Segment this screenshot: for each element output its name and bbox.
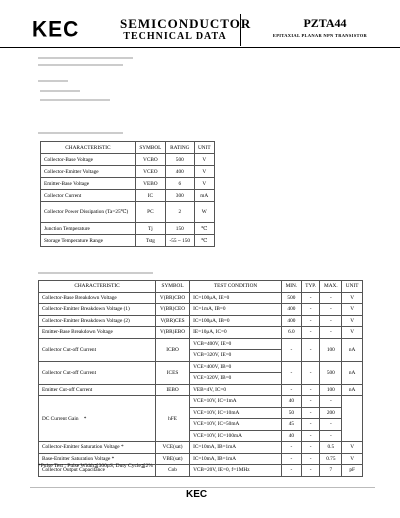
cell: V(BR)EBO (156, 327, 190, 339)
cell: IC=100μA, IB=0 (190, 315, 282, 327)
table-row (39, 327, 363, 339)
col-test-condition: TEST CONDITION (190, 281, 282, 293)
cell: - (301, 304, 320, 316)
cell: 7 (320, 465, 342, 477)
cell: VCE=400V, IB=0 (190, 361, 282, 373)
cell: Collector-Emitter Voltage (41, 166, 136, 178)
cell: Collector Cut-off Current (39, 361, 156, 384)
cell: V (342, 453, 363, 465)
cell: - (282, 453, 302, 465)
col-max: MAX. (320, 281, 342, 293)
cell (342, 396, 363, 442)
table-row (39, 338, 363, 350)
cell: Collector Cut-off Current (39, 338, 156, 361)
cell: - (301, 442, 320, 454)
cell: 400 (165, 166, 194, 178)
cell: 45 (282, 419, 302, 431)
table-row (41, 235, 215, 247)
cell: V (194, 166, 214, 178)
cell: 0.5 (320, 442, 342, 454)
faint-text-line (38, 80, 68, 82)
cell: - (320, 304, 342, 316)
cell: Collector Output Capacitance (39, 465, 156, 477)
cell: ℃ (194, 235, 214, 247)
cell: - (320, 327, 342, 339)
table-row (39, 292, 363, 304)
footer-logo: KEC (186, 489, 208, 500)
cell: Emitter Cut-off Current (39, 384, 156, 396)
cell: IEBO (156, 384, 190, 396)
hfe-label: DC Current Gain (42, 415, 79, 422)
table-row (39, 396, 363, 408)
cell: - (301, 430, 320, 442)
cell: - (301, 407, 320, 419)
cell: V (342, 292, 363, 304)
cell: Emitter-Base Breakdown Voltage (39, 327, 156, 339)
header-title-semiconductor: SEMICONDUCTOR (120, 16, 252, 31)
col-unit: UNIT (194, 142, 214, 154)
cell: IE=10μA, IC=0 (190, 327, 282, 339)
table-row (39, 384, 363, 396)
cell: VCE=10V, IC=1mA (190, 396, 282, 408)
cell: 100 (320, 338, 342, 361)
cell: Tstg (135, 235, 165, 247)
table-row (41, 178, 215, 190)
cell: V (342, 304, 363, 316)
cell: - (282, 338, 302, 361)
cell: - (301, 465, 320, 477)
cell: 400 (282, 315, 302, 327)
cell: Tj (135, 223, 165, 235)
cell: Collector Power Dissipation (Ta=25℃) (41, 202, 136, 223)
table-row (39, 315, 363, 327)
cell: 150 (165, 223, 194, 235)
cell: 500 (282, 292, 302, 304)
cell: V(BR)CES (156, 315, 190, 327)
cell: - (320, 396, 342, 408)
cell: - (282, 465, 302, 477)
faint-text-line (38, 132, 123, 134)
cell: - (301, 453, 320, 465)
cell: VBE(sat) (156, 453, 190, 465)
cell: nA (342, 384, 363, 396)
electrical-characteristics-table (38, 280, 363, 477)
header-rule (0, 47, 400, 48)
cell: 6 (165, 178, 194, 190)
footer-rule (30, 487, 375, 488)
cell: IC=10mA, IB=1mA (190, 442, 282, 454)
cell: VCB=400V, IE=0 (190, 338, 282, 350)
cell: V (342, 327, 363, 339)
cell: 6.0 (282, 327, 302, 339)
cell: 40 (282, 396, 302, 408)
col-typ: TYP. (301, 281, 320, 293)
cell: 50 (282, 407, 302, 419)
header-title-technical-data: TECHNICAL DATA (123, 31, 227, 42)
table-row (39, 361, 363, 373)
cell: VCB=20V, IE=0, f=1MHz (190, 465, 282, 477)
cell: V (342, 315, 363, 327)
cell: Junction Temperature (41, 223, 136, 235)
cell: nA (342, 361, 363, 384)
company-logo: KEC (32, 17, 80, 42)
cell: VCE=10V, IC=50mA (190, 419, 282, 431)
table-row (41, 154, 215, 166)
cell: - (320, 419, 342, 431)
table-row (41, 166, 215, 178)
cell: ICBO (156, 338, 190, 361)
cell: Collector-Emitter Saturation Voltage * (39, 442, 156, 454)
cell: VCE=320V, IB=0 (190, 373, 282, 385)
cell: V (194, 178, 214, 190)
col-characteristic: CHARACTERISTIC (41, 142, 136, 154)
table-row (39, 442, 363, 454)
part-subtitle: EPITAXIAL PLANAR NPN TRANSISTOR (272, 33, 368, 38)
cell: 200 (320, 407, 342, 419)
cell: nA (342, 338, 363, 361)
cell: Base-Emitter Saturation Voltage * (39, 453, 156, 465)
header-divider (240, 14, 241, 46)
col-unit: UNIT (342, 281, 363, 293)
cell: IC=10mA, IB=1mA (190, 453, 282, 465)
col-rating: RATING (165, 142, 194, 154)
cell: - (301, 338, 320, 361)
cell: -55 ~ 150 (165, 235, 194, 247)
cell: 500 (320, 361, 342, 384)
cell: - (320, 430, 342, 442)
cell: 40 (282, 430, 302, 442)
cell: VEB=4V, IC=0 (190, 384, 282, 396)
table-row (41, 202, 215, 223)
cell: V (194, 154, 214, 166)
cell: 400 (282, 304, 302, 316)
cell: PC (135, 202, 165, 223)
cell: V (342, 442, 363, 454)
col-characteristic: CHARACTERISTIC (39, 281, 156, 293)
cell: 500 (165, 154, 194, 166)
cell: IC=100μA, IE=0 (190, 292, 282, 304)
cell: pF (342, 465, 363, 477)
cell: Collector-Base Voltage (41, 154, 136, 166)
cell: ℃ (194, 223, 214, 235)
cell: Collector-Emitter Breakdown Voltage (2) (39, 315, 156, 327)
faint-text-line (40, 90, 80, 92)
max-ratings-table (40, 141, 215, 247)
col-min: MIN. (282, 281, 302, 293)
cell: - (301, 315, 320, 327)
pulse-test-star: * (83, 415, 87, 422)
table-header-row (41, 142, 215, 154)
cell: VCE=10V, IC=10mA (190, 407, 282, 419)
cell: - (320, 315, 342, 327)
cell: - (301, 292, 320, 304)
cell: Collector-Base Breakdown Voltage (39, 292, 156, 304)
cell: VCEO (135, 166, 165, 178)
cell: VCB=320V, IE=0 (190, 350, 282, 362)
cell: Collector-Emitter Breakdown Voltage (1) (39, 304, 156, 316)
cell: Storage Temperature Range (41, 235, 136, 247)
table-header-row (39, 281, 363, 293)
cell: - (282, 384, 302, 396)
cell: - (301, 327, 320, 339)
cell: Collector Current (41, 190, 136, 202)
cell: - (301, 419, 320, 431)
pulse-test-note: *Pulse Test : Pulse Width≦300μS, Duty Cycle≦2% (38, 463, 153, 469)
cell: - (282, 442, 302, 454)
cell: V(BR)CBO (156, 292, 190, 304)
cell: Emitter-Base Voltage (41, 178, 136, 190)
cell: 100 (320, 384, 342, 396)
cell: IC=1mA, IB=0 (190, 304, 282, 316)
table-row (41, 223, 215, 235)
cell: W (194, 202, 214, 223)
cell: V(BR)CEO (156, 304, 190, 316)
faint-text-line (38, 272, 153, 274)
cell: VCBO (135, 154, 165, 166)
cell: hFE (156, 396, 190, 442)
cell: 2 (165, 202, 194, 223)
cell: 300 (165, 190, 194, 202)
cell: - (301, 361, 320, 384)
cell: - (282, 361, 302, 384)
cell: Cob (156, 465, 190, 477)
col-symbol: SYMBOL (156, 281, 190, 293)
table-row (41, 190, 215, 202)
cell: IC (135, 190, 165, 202)
cell: - (320, 292, 342, 304)
faint-text-line (38, 64, 123, 66)
cell: - (301, 384, 320, 396)
cell: VCE=10V, IC=100mA (190, 430, 282, 442)
cell: - (301, 396, 320, 408)
cell (39, 396, 156, 442)
cell: 0.75 (320, 453, 342, 465)
col-symbol: SYMBOL (135, 142, 165, 154)
cell: ICES (156, 361, 190, 384)
table-row (39, 304, 363, 316)
cell: mA (194, 190, 214, 202)
faint-text-line (40, 99, 110, 101)
faint-text-line (38, 57, 133, 59)
cell: VEBO (135, 178, 165, 190)
cell: VCE(sat) (156, 442, 190, 454)
part-number: PZTA44 (303, 16, 347, 30)
